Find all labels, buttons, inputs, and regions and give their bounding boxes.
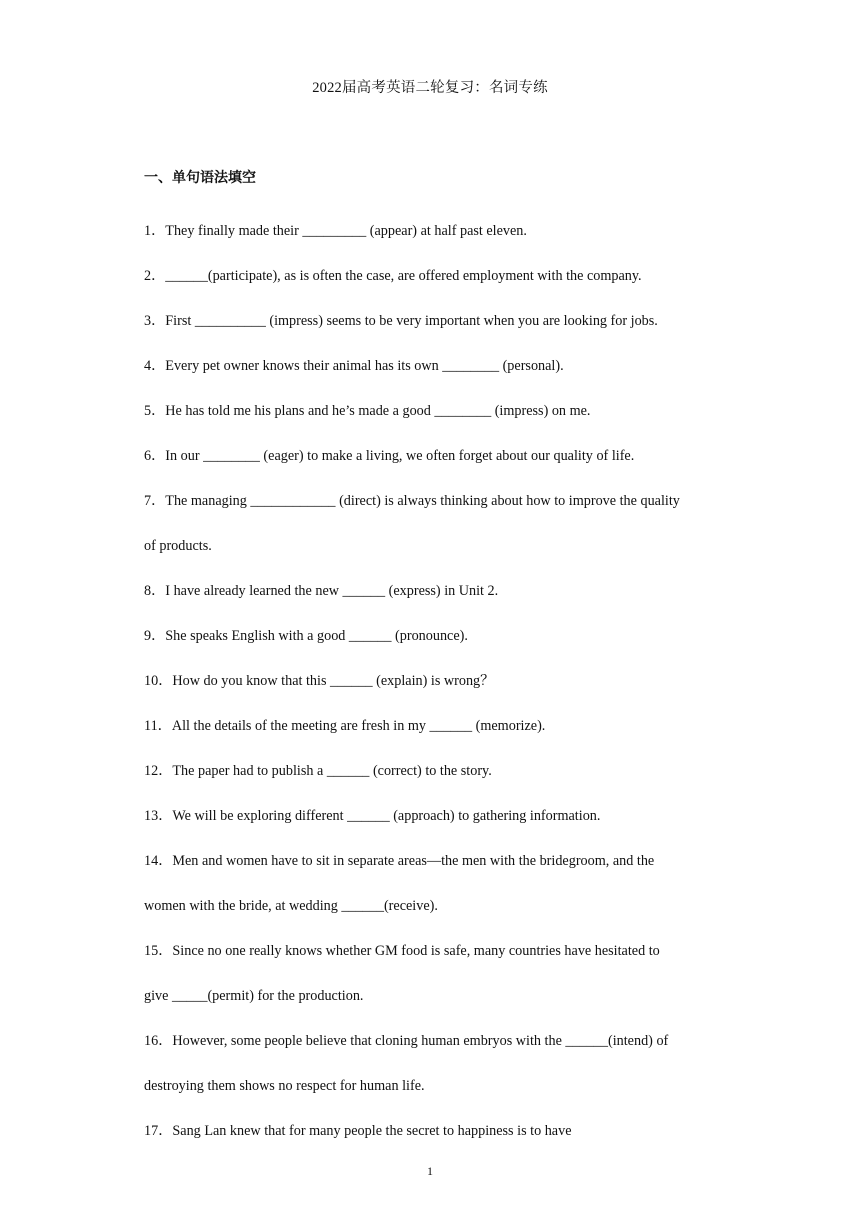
question-text: All the details of the meeting are fresh in my ______ (memorize). (171, 718, 546, 734)
question-continuation (144, 524, 724, 569)
question-number: 16． (144, 1033, 173, 1049)
question-number: 7． (144, 493, 166, 509)
section-heading: 一、单句语法填空 (144, 170, 256, 186)
question-number: 1． (144, 223, 166, 239)
question-text: The managing ____________ (direct) is always thinking about how to improve the quality (165, 493, 680, 509)
question-text: Sang Lan knew that for many people the secret to happiness is to have (172, 1123, 572, 1139)
question-text: We will be exploring different ______ (approach) to gathering information. (172, 808, 601, 824)
question-item (144, 299, 724, 344)
question-item (144, 929, 724, 974)
question-text: ______(participate), as is often the case, are offered employment with the company. (165, 268, 642, 284)
question-continuation (144, 1064, 724, 1109)
question-number: 11． (144, 718, 172, 734)
question-text: The paper had to publish a ______ (correct) to the story. (172, 763, 492, 779)
question-number: 3． (144, 313, 166, 329)
question-text: give _____(permit) for the production. (144, 988, 364, 1004)
question-text: First __________ (impress) seems to be very important when you are looking for jobs. (165, 313, 658, 329)
question-item (144, 839, 724, 884)
question-text: of products. (144, 538, 212, 554)
question-text: Every pet owner knows their animal has its own ________ (personal). (165, 358, 564, 374)
question-text: She speaks English with a good ______ (pronounce). (165, 628, 468, 644)
question-item (144, 614, 724, 659)
question-item (144, 389, 724, 434)
question-number: 10． (144, 673, 173, 689)
question-item (144, 704, 724, 749)
question-number: 9． (144, 628, 166, 644)
question-text: destroying them shows no respect for human life. (144, 1078, 425, 1094)
question-item (144, 344, 724, 389)
question-text: They finally made their _________ (appear) at half past eleven. (165, 223, 527, 239)
question-text: Since no one really knows whether GM food is safe, many countries have hesitated to (172, 943, 660, 959)
question-text: He has told me his plans and he’s made a good ________ (impress) on me. (165, 403, 591, 419)
document-title: 2022届高考英语二轮复习：名词专练 (312, 80, 548, 96)
question-number: 13． (144, 808, 173, 824)
question-list (144, 209, 724, 1154)
page-number: 1 (427, 1164, 433, 1178)
question-number: 4． (144, 358, 166, 374)
question-continuation (144, 884, 724, 929)
question-text: Men and women have to sit in separate areas—the men with the bridegroom, and the (172, 853, 655, 869)
question-text: I have already learned the new ______ (express) in Unit 2. (165, 583, 499, 599)
question-number: 6． (144, 448, 166, 464)
question-item (144, 479, 724, 524)
question-number: 17． (144, 1123, 173, 1139)
question-text: How do you know that this ______ (explain) is wrong？ (172, 673, 495, 689)
question-item (144, 254, 724, 299)
question-item (144, 209, 724, 254)
question-number: 12． (144, 763, 173, 779)
question-text: In our ________ (eager) to make a living, we often forget about our quality of life. (165, 448, 635, 464)
question-item (144, 1109, 724, 1154)
question-text: women with the bride, at wedding ______(receive). (144, 898, 438, 914)
question-continuation (144, 974, 724, 1019)
question-item (144, 434, 724, 479)
question-number: 15． (144, 943, 173, 959)
question-item (144, 794, 724, 839)
question-item (144, 1019, 724, 1064)
question-item (144, 569, 724, 614)
question-text: However, some people believe that cloning human embryos with the ______(intend) of (172, 1033, 669, 1049)
question-number: 14． (144, 853, 173, 869)
question-item (144, 659, 724, 704)
question-number: 2． (144, 268, 166, 284)
question-number: 5． (144, 403, 166, 419)
question-number: 8． (144, 583, 166, 599)
question-item (144, 749, 724, 794)
